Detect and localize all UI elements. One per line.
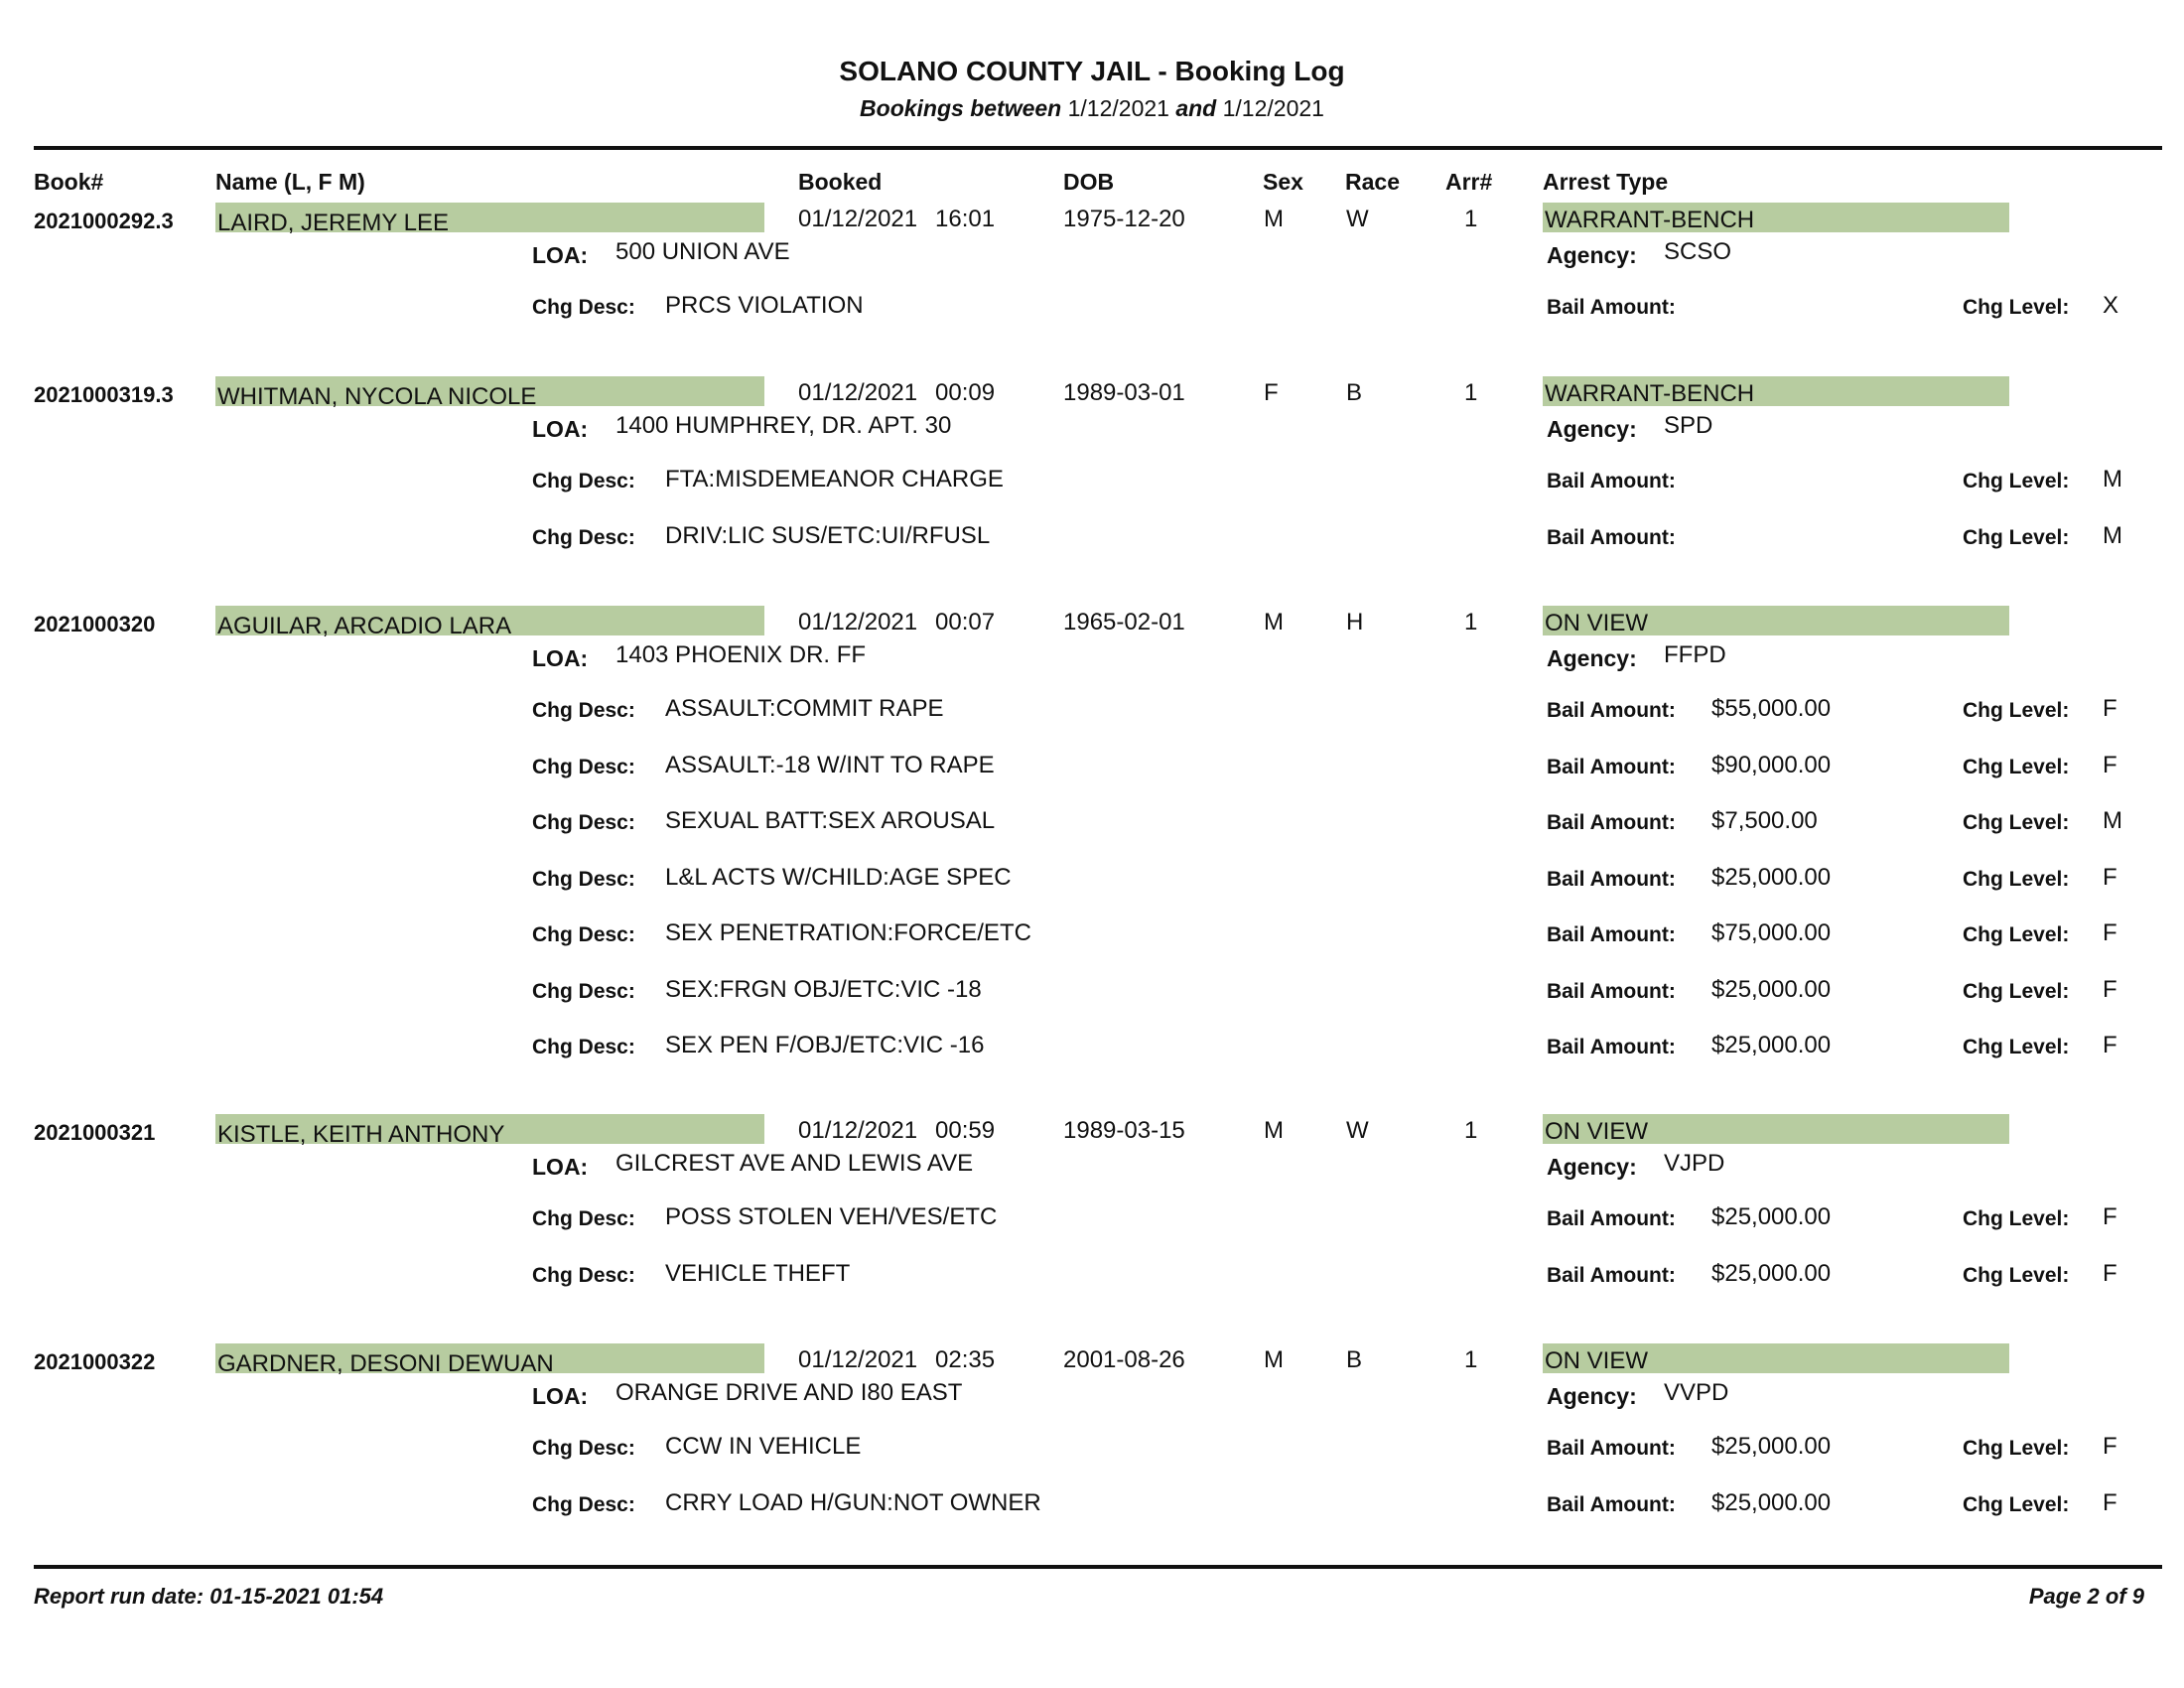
col-sex: Sex xyxy=(1263,169,1303,195)
agency-value: SPD xyxy=(1664,412,1713,439)
booked-time: 16:01 xyxy=(935,206,996,232)
arrest-number: 1 xyxy=(1464,206,1478,232)
booked-date: 01/12/2021 xyxy=(798,609,918,635)
footer-divider xyxy=(34,1565,2162,1569)
charge-row xyxy=(0,807,2184,839)
charge-level: M xyxy=(2103,466,2122,492)
col-book: Book# xyxy=(34,169,104,195)
booked-time: 00:07 xyxy=(935,609,996,635)
charge-row xyxy=(0,1203,2184,1235)
arrest-number: 1 xyxy=(1464,379,1478,406)
bail-amount: $7,500.00 xyxy=(1711,807,1818,834)
report-subtitle xyxy=(0,95,2184,122)
bail-amount: $25,000.00 xyxy=(1711,1203,1832,1230)
chg-level-label: Chg Level: xyxy=(1963,979,2070,1003)
bail-amount-label: Bail Amount: xyxy=(1547,979,1676,1003)
arrest-number: 1 xyxy=(1464,1346,1478,1373)
agency-value: SCSO xyxy=(1664,238,1732,265)
charge-row xyxy=(0,752,2184,783)
bail-amount-label: Bail Amount: xyxy=(1547,1036,1676,1058)
agency-label: Agency: xyxy=(1547,242,1637,268)
date-of-birth: 1975-12-20 xyxy=(1063,206,1185,232)
charge-description: L&L ACTS W/CHILD:AGE SPEC xyxy=(665,863,1012,891)
charge-description: SEX PENETRATION:FORCE/ETC xyxy=(665,919,1031,946)
chg-desc-label: Chg Desc: xyxy=(532,1036,635,1058)
charge-row xyxy=(0,1489,2184,1521)
charge-row xyxy=(0,466,2184,497)
charge-description: CRRY LOAD H/GUN:NOT OWNER xyxy=(665,1488,1041,1516)
booked-date: 01/12/2021 xyxy=(798,379,918,406)
sex-value: F xyxy=(1264,379,1279,406)
book-number: 2021000320 xyxy=(34,612,156,636)
chg-level-label: Chg Level: xyxy=(1963,1207,2070,1230)
charge-description: SEX PEN F/OBJ/ETC:VIC -16 xyxy=(665,1032,985,1058)
charge-level: F xyxy=(2103,1488,2117,1516)
loa-label: LOA: xyxy=(532,1154,589,1180)
bail-amount: $55,000.00 xyxy=(1711,695,1832,722)
date-of-birth: 1989-03-15 xyxy=(1063,1117,1185,1144)
chg-level-label: Chg Level: xyxy=(1963,470,2070,492)
charge-level: F xyxy=(2103,1259,2117,1287)
agency-value: FFPD xyxy=(1664,641,1726,668)
booked-date: 01/12/2021 xyxy=(798,206,918,232)
booked-date: 01/12/2021 xyxy=(798,1346,918,1373)
chg-level-label: Chg Level: xyxy=(1963,296,2070,319)
agency-label: Agency: xyxy=(1547,416,1637,442)
bail-amount-label: Bail Amount: xyxy=(1547,1437,1676,1460)
chg-desc-label: Chg Desc: xyxy=(532,811,635,834)
charge-row xyxy=(0,864,2184,896)
bail-amount-label: Bail Amount: xyxy=(1547,811,1676,834)
name-highlight xyxy=(215,376,764,410)
charge-description: POSS STOLEN VEH/VES/ETC xyxy=(665,1203,998,1230)
charge-level: F xyxy=(2103,695,2117,722)
chg-desc-label: Chg Desc: xyxy=(532,1492,635,1516)
arrest-type: WARRANT-BENCH xyxy=(1545,207,1755,233)
arrest-type: ON VIEW xyxy=(1545,1347,1649,1374)
bail-amount-label: Bail Amount: xyxy=(1547,1207,1676,1230)
race-value: B xyxy=(1346,1346,1363,1373)
charge-level: F xyxy=(2103,863,2117,891)
subtitle-and: and xyxy=(1175,95,1217,121)
name-highlight xyxy=(215,1343,764,1377)
arrest-type-highlight xyxy=(1543,376,2009,406)
chg-level-label: Chg Level: xyxy=(1963,811,2070,834)
bail-amount-label: Bail Amount: xyxy=(1547,1263,1676,1287)
booked-date: 01/12/2021 xyxy=(798,1117,918,1144)
person-name: WHITMAN, NYCOLA NICOLE xyxy=(217,383,537,410)
charge-row xyxy=(0,1032,2184,1063)
charge-level: F xyxy=(2103,1203,2117,1230)
charge-row xyxy=(0,292,2184,324)
name-highlight xyxy=(215,203,764,236)
charge-row xyxy=(0,522,2184,554)
charge-description: SEXUAL BATT:SEX AROUSAL xyxy=(665,807,996,834)
loa-label: LOA: xyxy=(532,645,589,671)
page-number: Page 2 of 9 xyxy=(2028,1584,2144,1609)
col-race: Race xyxy=(1345,169,1400,195)
chg-level-label: Chg Level: xyxy=(1963,1492,2070,1516)
sex-value: M xyxy=(1264,1117,1284,1144)
date-of-birth: 2001-08-26 xyxy=(1063,1346,1185,1373)
person-name: AGUILAR, ARCADIO LARA xyxy=(217,613,512,639)
bail-amount: $75,000.00 xyxy=(1711,919,1832,946)
arrest-type-highlight xyxy=(1543,606,2009,635)
bail-amount: $25,000.00 xyxy=(1711,975,1832,1003)
name-highlight xyxy=(215,606,764,639)
race-value: W xyxy=(1346,1117,1369,1144)
charge-description: ASSAULT:COMMIT RAPE xyxy=(665,695,944,722)
arrest-type: ON VIEW xyxy=(1545,610,1649,636)
chg-desc-label: Chg Desc: xyxy=(532,1207,635,1230)
bail-amount: $25,000.00 xyxy=(1711,1433,1832,1460)
chg-level-label: Chg Level: xyxy=(1963,1437,2070,1460)
race-value: B xyxy=(1346,379,1363,406)
loa-value: GILCREST AVE AND LEWIS AVE xyxy=(615,1150,974,1177)
agency-value: VJPD xyxy=(1664,1150,1725,1177)
charge-description: ASSAULT:-18 W/INT TO RAPE xyxy=(665,751,995,778)
booked-time: 00:59 xyxy=(935,1117,996,1144)
header-divider xyxy=(34,146,2162,150)
date-of-birth: 1965-02-01 xyxy=(1063,609,1185,635)
subtitle-end-date: 1/12/2021 xyxy=(1222,95,1324,121)
chg-level-label: Chg Level: xyxy=(1963,923,2070,946)
book-number: 2021000292.3 xyxy=(34,209,174,233)
agency-label: Agency: xyxy=(1547,645,1637,671)
charge-description: VEHICLE THEFT xyxy=(665,1259,851,1287)
person-name: LAIRD, JEREMY LEE xyxy=(217,210,449,236)
loa-value: 1400 HUMPHREY, DR. APT. 30 xyxy=(615,412,952,439)
loa-label: LOA: xyxy=(532,242,589,268)
arrest-number: 1 xyxy=(1464,609,1478,635)
bail-amount-label: Bail Amount: xyxy=(1547,525,1676,549)
loa-label: LOA: xyxy=(532,416,589,442)
sex-value: M xyxy=(1264,609,1284,635)
bail-amount-label: Bail Amount: xyxy=(1547,1492,1676,1516)
agency-value: VVPD xyxy=(1664,1379,1729,1406)
charge-level: F xyxy=(2103,975,2117,1003)
arrest-type: WARRANT-BENCH xyxy=(1545,380,1755,407)
book-number: 2021000322 xyxy=(34,1349,156,1374)
chg-desc-label: Chg Desc: xyxy=(532,296,635,319)
charge-description: SEX:FRGN OBJ/ETC:VIC -18 xyxy=(665,975,982,1003)
arrest-type-highlight xyxy=(1543,1343,2009,1373)
charge-description: PRCS VIOLATION xyxy=(665,292,864,319)
race-value: H xyxy=(1346,609,1364,635)
person-name: GARDNER, DESONI DEWUAN xyxy=(217,1350,554,1377)
chg-level-label: Chg Level: xyxy=(1963,525,2070,549)
date-of-birth: 1989-03-01 xyxy=(1063,379,1185,406)
chg-level-label: Chg Level: xyxy=(1963,699,2070,722)
arrest-type-highlight xyxy=(1543,1114,2009,1144)
bail-amount: $25,000.00 xyxy=(1711,1259,1832,1287)
charge-level: M xyxy=(2103,807,2122,834)
charge-row xyxy=(0,919,2184,951)
bail-amount-label: Bail Amount: xyxy=(1547,699,1676,722)
bail-amount: $90,000.00 xyxy=(1711,751,1832,778)
chg-level-label: Chg Level: xyxy=(1963,1263,2070,1287)
bail-amount: $25,000.00 xyxy=(1711,1032,1832,1058)
bail-amount-label: Bail Amount: xyxy=(1547,755,1676,778)
bail-amount-label: Bail Amount: xyxy=(1547,867,1676,891)
loa-value: ORANGE DRIVE AND I80 EAST xyxy=(615,1379,963,1406)
race-value: W xyxy=(1346,206,1369,232)
bail-amount-label: Bail Amount: xyxy=(1547,923,1676,946)
charge-level: F xyxy=(2103,1032,2117,1058)
col-arr: Arr# xyxy=(1445,169,1493,195)
loa-value: 1403 PHOENIX DR. FF xyxy=(615,641,867,668)
charge-description: FTA:MISDEMEANOR CHARGE xyxy=(665,466,1004,492)
charge-description: DRIV:LIC SUS/ETC:UI/RFUSL xyxy=(665,521,991,549)
charge-level: M xyxy=(2103,521,2122,549)
report-title: SOLANO COUNTY JAIL - Booking Log xyxy=(839,56,1345,86)
chg-desc-label: Chg Desc: xyxy=(532,755,635,778)
book-number: 2021000319.3 xyxy=(34,382,174,407)
col-dob: DOB xyxy=(1063,169,1115,195)
arrest-number: 1 xyxy=(1464,1117,1478,1144)
name-highlight xyxy=(215,1114,764,1148)
bail-amount: $25,000.00 xyxy=(1711,1488,1832,1516)
col-arrest-type: Arrest Type xyxy=(1543,169,1669,195)
chg-desc-label: Chg Desc: xyxy=(532,699,635,722)
charge-level: F xyxy=(2103,751,2117,778)
chg-level-label: Chg Level: xyxy=(1963,867,2070,891)
charge-level: F xyxy=(2103,919,2117,946)
chg-level-label: Chg Level: xyxy=(1963,755,2070,778)
chg-desc-label: Chg Desc: xyxy=(532,1437,635,1460)
chg-desc-label: Chg Desc: xyxy=(532,867,635,891)
chg-desc-label: Chg Desc: xyxy=(532,1263,635,1287)
loa-value: 500 UNION AVE xyxy=(615,238,790,265)
bail-amount: $25,000.00 xyxy=(1711,863,1832,891)
chg-desc-label: Chg Desc: xyxy=(532,470,635,492)
charge-description: CCW IN VEHICLE xyxy=(665,1433,862,1460)
subtitle-prefix: Bookings between xyxy=(860,95,1062,121)
charge-row xyxy=(0,1260,2184,1292)
agency-label: Agency: xyxy=(1547,1383,1637,1409)
charge-row xyxy=(0,695,2184,727)
book-number: 2021000321 xyxy=(34,1120,156,1145)
person-name: KISTLE, KEITH ANTHONY xyxy=(217,1121,505,1148)
chg-desc-label: Chg Desc: xyxy=(532,979,635,1003)
booked-time: 02:35 xyxy=(935,1346,996,1373)
bail-amount-label: Bail Amount: xyxy=(1547,296,1676,319)
booked-time: 00:09 xyxy=(935,379,996,406)
subtitle-start-date: 1/12/2021 xyxy=(1067,95,1169,121)
sex-value: M xyxy=(1264,1346,1284,1373)
charge-level: F xyxy=(2103,1433,2117,1460)
charge-row xyxy=(0,976,2184,1008)
chg-level-label: Chg Level: xyxy=(1963,1036,2070,1058)
chg-desc-label: Chg Desc: xyxy=(532,525,635,549)
sex-value: M xyxy=(1264,206,1284,232)
arrest-type-highlight xyxy=(1543,203,2009,232)
charge-level: X xyxy=(2103,292,2119,319)
charge-row xyxy=(0,1433,2184,1465)
chg-desc-label: Chg Desc: xyxy=(532,923,635,946)
report-run-date: Report run date: 01-15-2021 01:54 xyxy=(34,1584,384,1609)
col-booked: Booked xyxy=(798,169,883,195)
arrest-type: ON VIEW xyxy=(1545,1118,1649,1145)
bail-amount-label: Bail Amount: xyxy=(1547,470,1676,492)
agency-label: Agency: xyxy=(1547,1154,1637,1180)
col-name: Name (L, F M) xyxy=(215,169,365,195)
loa-label: LOA: xyxy=(532,1383,589,1409)
